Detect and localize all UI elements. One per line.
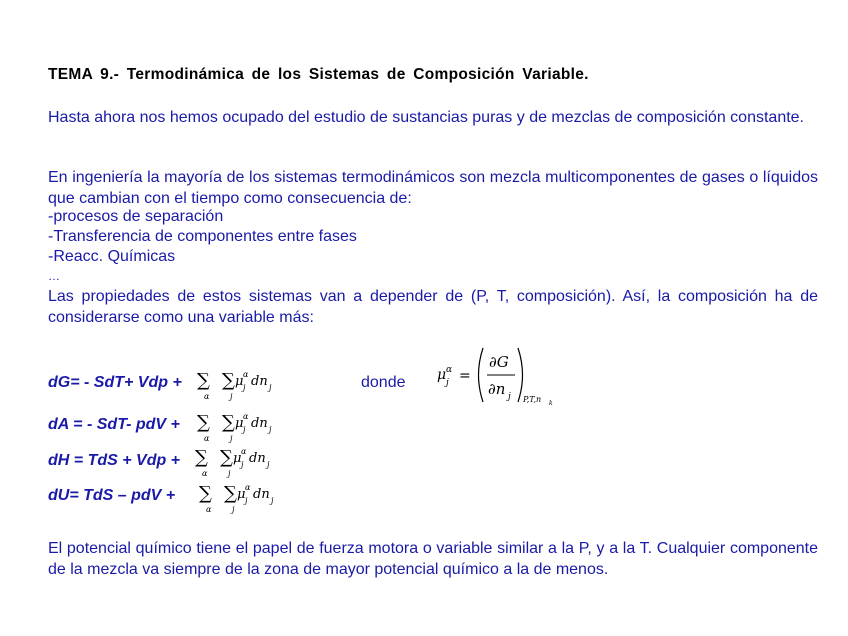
- differential-subscript: j: [269, 425, 272, 434]
- differential-subscript: j: [271, 496, 274, 505]
- mu-subscript: j: [241, 460, 244, 469]
- outer-index: α: [204, 434, 210, 443]
- mu-superscript: α: [446, 365, 453, 375]
- mu-symbol: μ: [235, 374, 244, 389]
- intro-paragraph: Hasta ahora nos hemos ocupado del estudio de sustancias puras y de mezclas de composición constante.: [48, 109, 804, 126]
- held-constant-subscript: k: [549, 400, 553, 407]
- mu-subscript: j: [243, 425, 246, 434]
- outer-index: α: [206, 505, 212, 514]
- mu-symbol: μ: [235, 416, 244, 431]
- differential: dn: [253, 487, 270, 502]
- inner-sigma: ∑: [222, 412, 235, 433]
- denominator: ∂n: [488, 380, 506, 398]
- mu-symbol: μ: [437, 367, 447, 383]
- mu-superscript: α: [241, 447, 247, 456]
- inner-index: j: [228, 469, 231, 478]
- inner-index: j: [230, 392, 233, 401]
- inner-sigma: ∑: [222, 370, 235, 391]
- differential-subscript: j: [267, 460, 270, 469]
- donde-label: donde: [361, 374, 406, 391]
- mu-superscript: α: [243, 370, 249, 379]
- outer-index: α: [202, 469, 208, 478]
- inner-sigma: ∑: [224, 483, 237, 504]
- conclusion-paragraph: El potencial químico tiene el papel de fuerza motora o variable similar a la P, y a la T. Cualquier componente de la mezcla va siempre de la zona de mayor potencial químico a la de menos.: [48, 540, 818, 578]
- mu-superscript: α: [243, 412, 249, 421]
- numerator: ∂G: [489, 353, 509, 371]
- properties-paragraph: Las propiedades de estos sistemas van a depender de (P, T, composición). Así, la composición ha de considerarse como una variable más:: [48, 288, 818, 326]
- engineering-paragraph: En ingeniería la mayoría de los sistemas termodinámicos son mezcla multicomponentes de gases o líquidos que cambian con el tiempo como consecuencia de:: [48, 169, 818, 207]
- page-title: TEMA 9.- Termodinámica de los Sistemas de Composición Variable.: [48, 66, 589, 83]
- equation-lhs: dA = - SdT- pdV +: [48, 416, 180, 433]
- mu-subscript: j: [243, 383, 246, 392]
- equation-lhs: dU= TdS – pdV +: [48, 487, 176, 504]
- inner-sigma: ∑: [220, 447, 233, 468]
- mu-subscript: j: [245, 496, 248, 505]
- equals-sign: =: [459, 368, 471, 384]
- equation-lhs: dG= - SdT+ Vdp +: [48, 374, 182, 391]
- outer-sigma: ∑: [195, 447, 208, 468]
- mu-subscript: j: [446, 378, 449, 388]
- outer-sigma: ∑: [197, 412, 210, 433]
- held-constant: P,T,n: [523, 395, 542, 404]
- denominator-subscript: j: [508, 392, 511, 402]
- differential: dn: [249, 451, 266, 466]
- list-item: -Reacc. Químicas: [48, 248, 176, 265]
- differential: dn: [251, 374, 268, 389]
- mu-symbol: μ: [233, 451, 242, 466]
- inner-index: j: [232, 505, 235, 514]
- list-item: -procesos de separación: [48, 208, 224, 225]
- equation-lhs: dH = TdS + Vdp +: [48, 452, 181, 469]
- differential: dn: [251, 416, 268, 431]
- mu-symbol: μ: [237, 487, 246, 502]
- ellipsis: …: [48, 269, 60, 283]
- inner-index: j: [230, 434, 233, 443]
- outer-sigma: ∑: [197, 370, 210, 391]
- outer-index: α: [204, 392, 210, 401]
- list-item: -Transferencia de componentes entre fases: [48, 228, 357, 245]
- differential-subscript: j: [269, 383, 272, 392]
- mu-superscript: α: [245, 483, 251, 492]
- outer-sigma: ∑: [199, 483, 212, 504]
